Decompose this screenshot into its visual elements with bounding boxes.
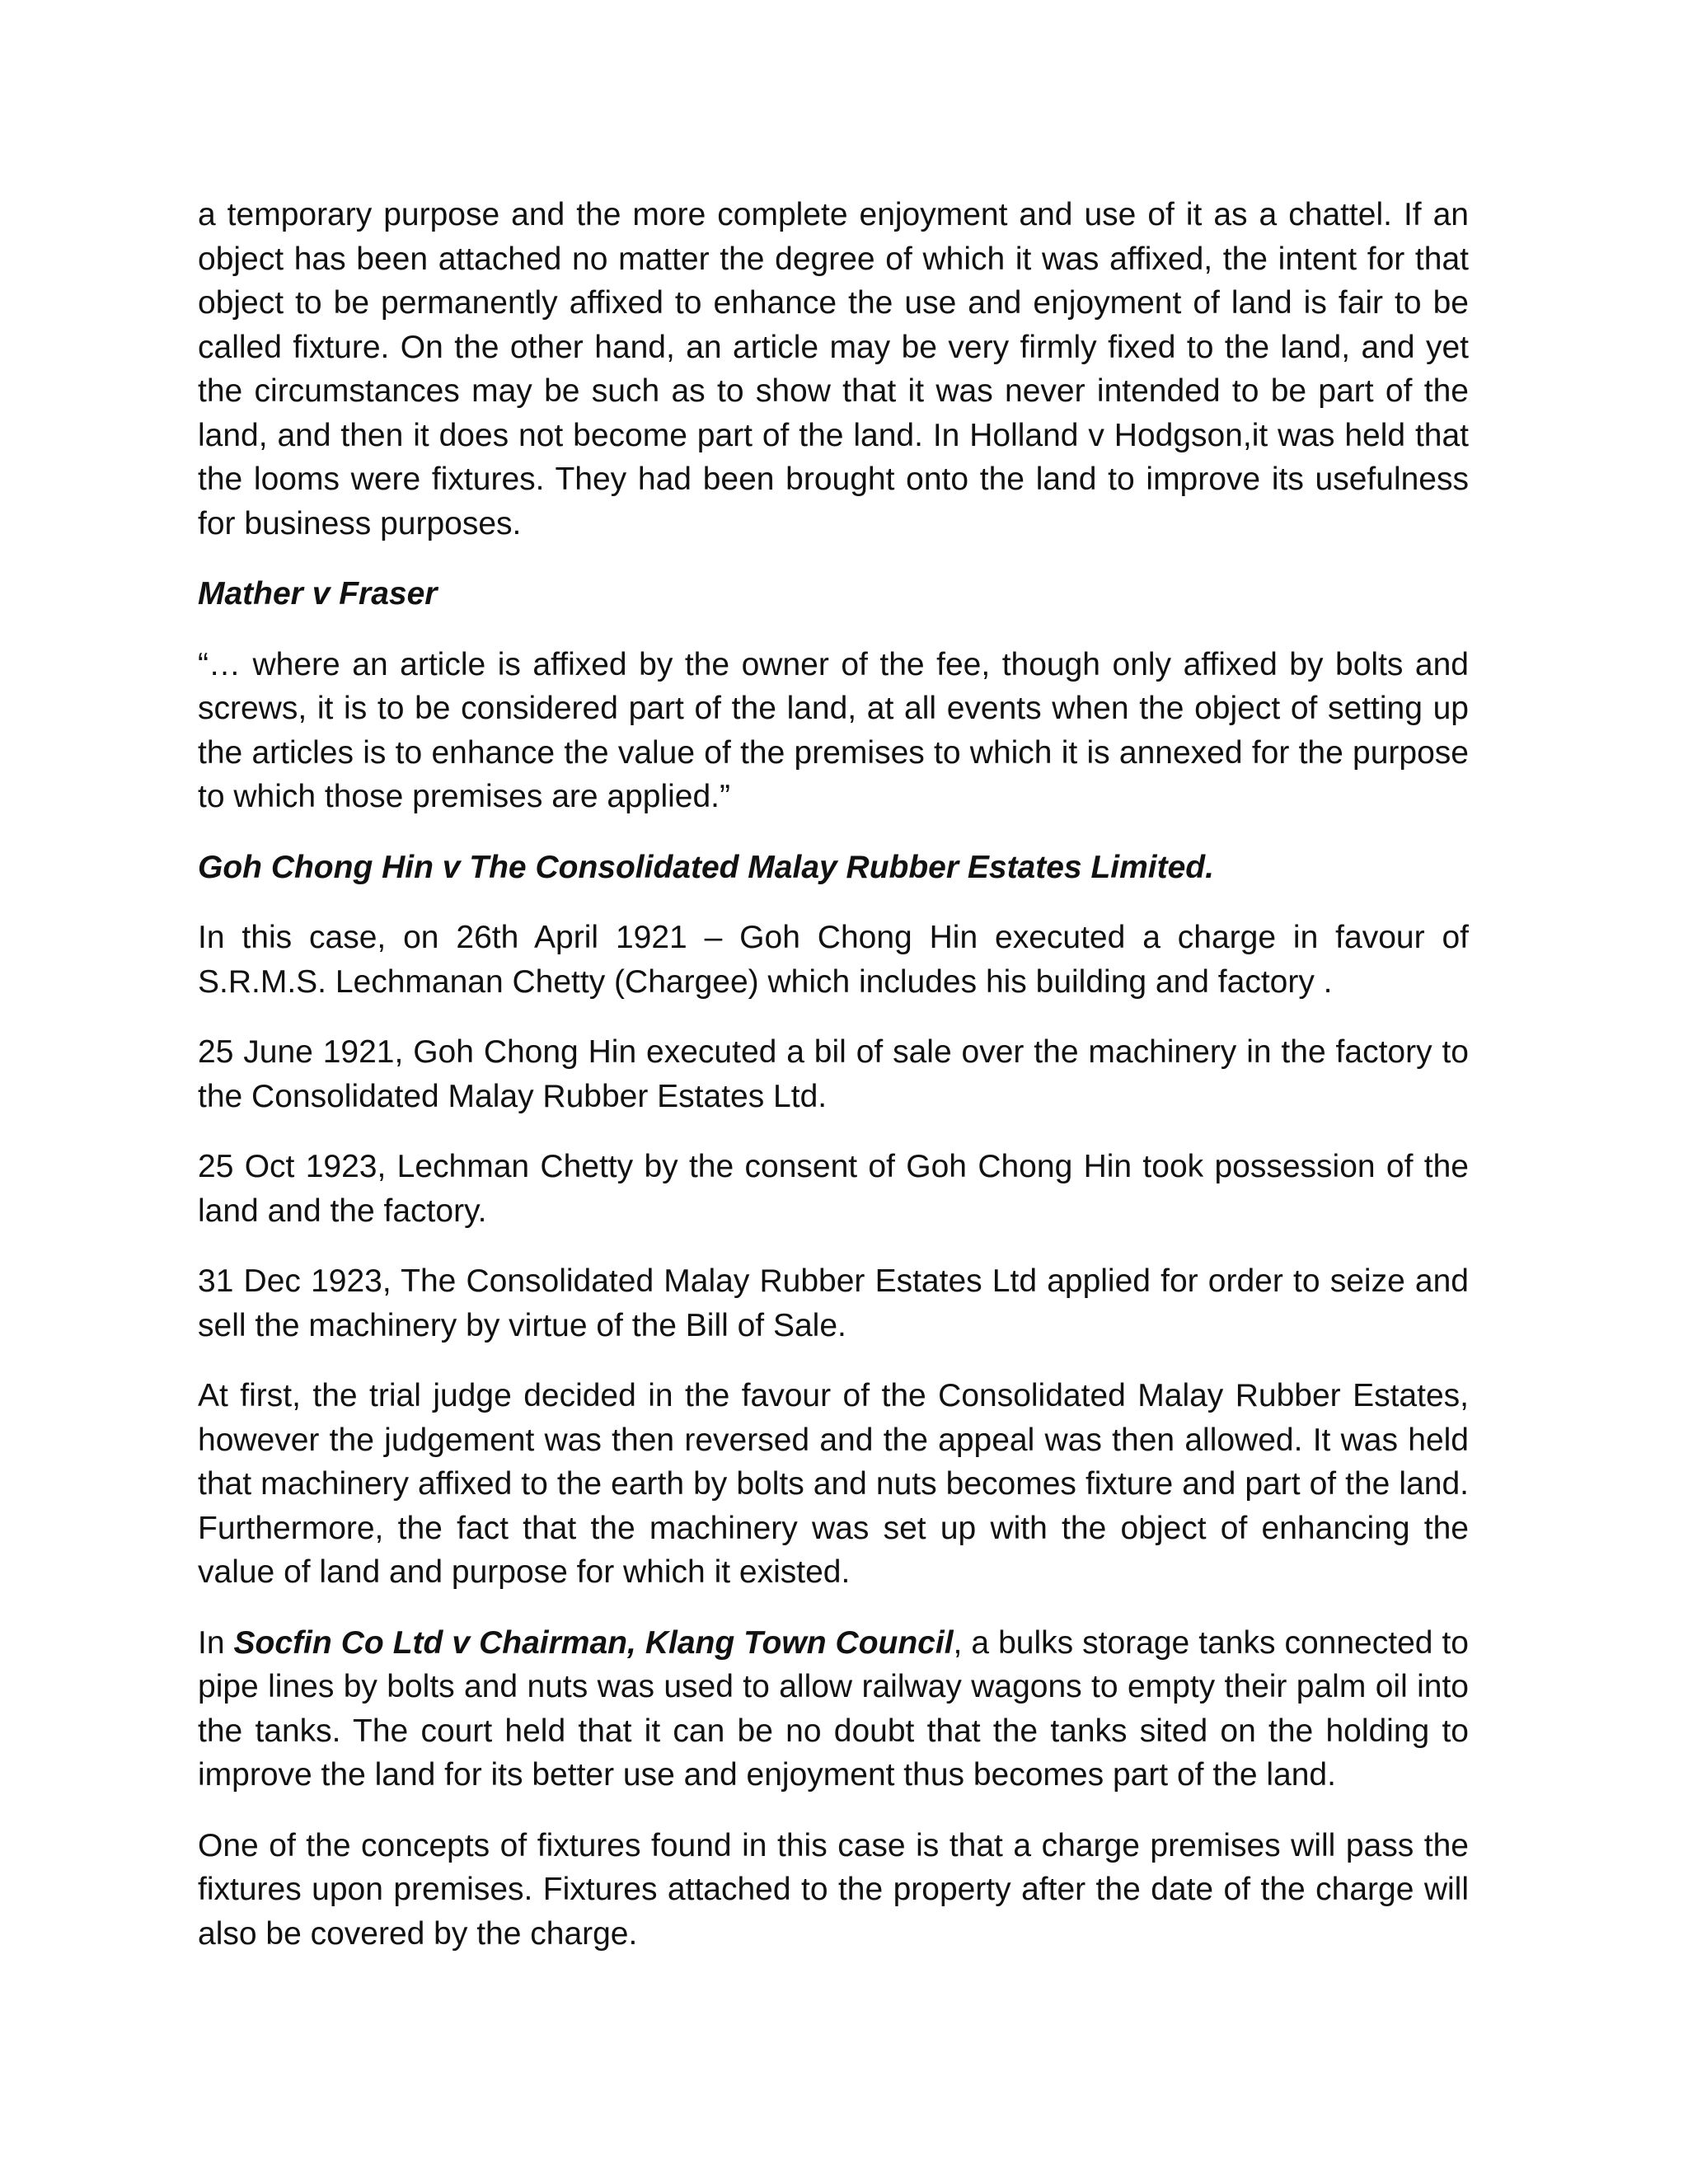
socfin-prefix: In: [198, 1624, 234, 1661]
paragraph-order-to-seize: 31 Dec 1923, The Consolidated Malay Rubber Estates Ltd applied for order to seize and sell the machinery by virtue of the Bill of Sale.: [198, 1263, 1469, 1343]
socfin-suffix: , a bulks storage tanks connected to pipe lines by bolts and nuts was used to allow railway wagons to empty their palm oil into the tanks. The court held that it can be no doubt that the tanks sited on the holding to improve the land for its better use and enjoyment thus becomes part of the land.: [198, 1624, 1469, 1793]
paragraph-socfin: [198, 1621, 1469, 1797]
document-page: [198, 193, 1469, 1982]
case-name-socfin: Socfin Co Ltd v Chairman, Klang Town Council: [233, 1624, 954, 1661]
case-heading-mather-v-fraser: Mather v Fraser: [198, 576, 438, 612]
paragraph-fixture-intent: a temporary purpose and the more complete enjoyment and use of it as a chattel. If an object has been attached no matter the degree of which it was affixed, the intent for that object to be permanently affixed to enhance the use and enjoyment of land is fair to be called fixture. On the other hand, an article may be very firmly fixed to the land, and yet the circumstances may be such as to show that it was never intended to be part of the land, and then it does not become part of the land. In Holland v Hodgson,it was held that the looms were fixtures. They had been brought onto the land to improve its usefulness for business purposes.: [198, 197, 1469, 541]
paragraph-bill-of-sale: 25 June 1921, Goh Chong Hin executed a bil of sale over the machinery in the factory to the Consolidated Malay Rubber Estates Ltd.: [198, 1034, 1469, 1114]
paragraph-fixture-concept: One of the concepts of fixtures found in this case is that a charge premises will pass the fixtures upon premises. Fixtures attached to the property after the date of the charge will also be covered by the charge.: [198, 1827, 1469, 1952]
paragraph-possession: 25 Oct 1923, Lechman Chetty by the consent of Goh Chong Hin took possession of the land and the factory.: [198, 1149, 1469, 1229]
paragraph-charge-1921: In this case, on 26th April 1921 – Goh Chong Hin executed a charge in favour of S.R.M.S. Lechmanan Chetty (Chargee) which includes his building and factory .: [198, 920, 1469, 1000]
case-heading-goh-chong-hin: Goh Chong Hin v The Consolidated Malay Rubber Estates Limited.: [198, 849, 1214, 885]
paragraph-judgement: At first, the trial judge decided in the favour of the Consolidated Malay Rubber Estates, however the judgement was then reversed and the appeal was then allowed. It was held that machinery affixed to the earth by bolts and nuts becomes fixture and part of the land. Furthermore, the fact that the machinery was set up with the object of enhancing the value of land and purpose for which it existed.: [198, 1378, 1469, 1590]
paragraph-quote-mather: “… where an article is affixed by the owner of the fee, though only affixed by bolts and screws, it is to be considered part of the land, at all events when the object of setting up the articles is to enhance the value of the premises to which it is annexed for the purpose to which those premises are applied.”: [198, 646, 1469, 814]
